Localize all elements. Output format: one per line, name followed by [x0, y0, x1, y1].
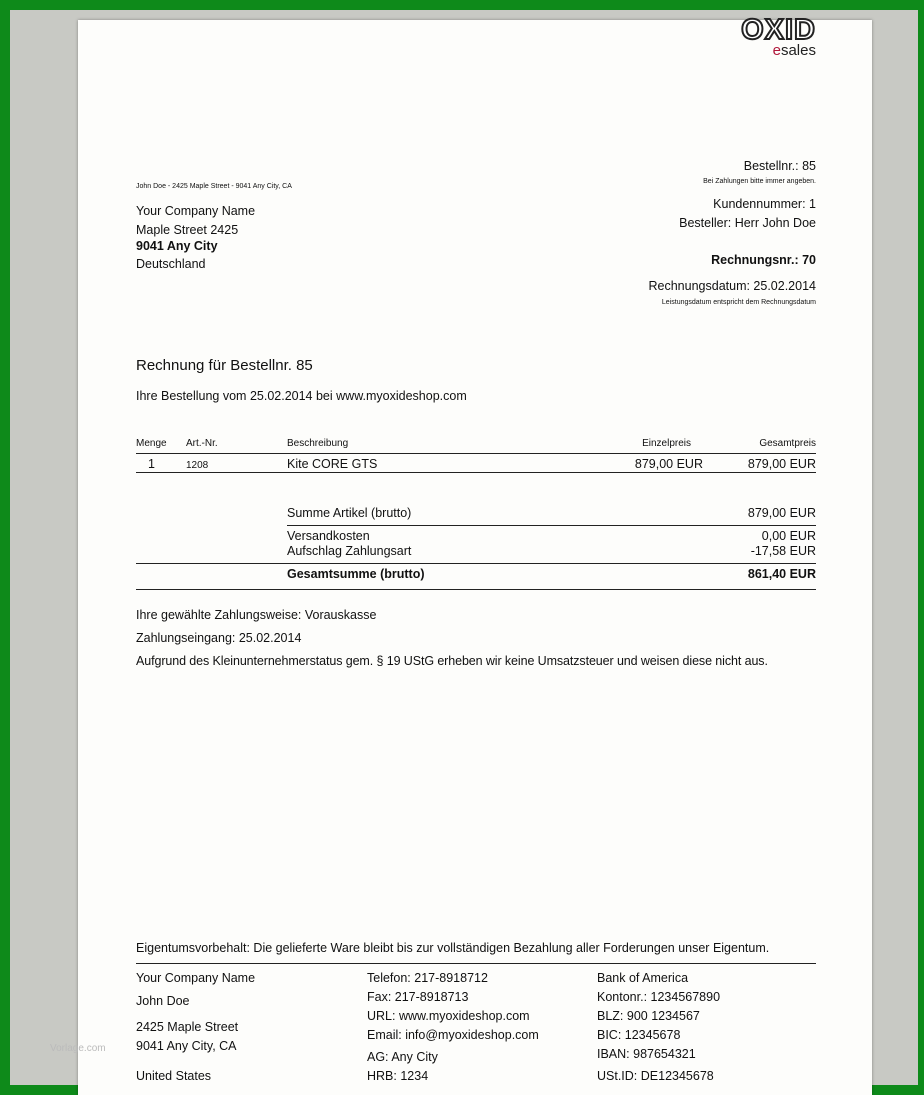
footer-blz: BLZ: 900 1234567 [597, 1009, 700, 1023]
invoice-date: Rechnungsdatum: 25.02.2014 [648, 279, 816, 293]
document-viewer [10, 10, 918, 1085]
row-unit-price: 879,00 EUR [634, 457, 703, 471]
footer-bank: Bank of America [597, 971, 689, 985]
footer-hrb: HRB: 1234 [367, 1069, 429, 1083]
recipient-company: Your Company Name [136, 204, 256, 218]
footer-city: 9041 Any City, CA [136, 1039, 237, 1053]
grand-total-value: 861,40 EUR [747, 567, 816, 581]
ownership-note: Eigentumsvorbehalt: Die gelieferte Ware bleibt bis zur vollständigen Bezahlung aller Forderungen unser Eigentum. [136, 941, 770, 955]
payment-received: Zahlungseingang: 25.02.2014 [136, 631, 302, 645]
oxid-logo: OXID [741, 14, 816, 46]
invoice-heading: Rechnung für Bestellnr. 85 [136, 357, 313, 374]
shipping-label: Versandkosten [287, 529, 370, 543]
footer-street: 2425 Maple Street [136, 1020, 239, 1034]
table-row-rule [136, 472, 816, 473]
footer-phone: Telefon: 217-8918712 [367, 971, 488, 985]
footer-owner: John Doe [136, 994, 190, 1008]
sum-label: Summe Artikel (brutto) [287, 506, 412, 520]
col-header-total: Gesamtpreis [759, 438, 816, 449]
row-art: 1208 [186, 460, 209, 471]
row-total-price: 879,00 EUR [747, 457, 816, 471]
footer-url: URL: www.myoxideshop.com [367, 1009, 530, 1023]
invoice-number: Rechnungsnr.: 70 [711, 253, 816, 267]
order-number-note: Bei Zahlungen bitte immer angeben. [703, 178, 816, 185]
payment-method: Ihre gewählte Zahlungsweise: Vorauskasse [136, 608, 377, 622]
recipient-city: 9041 Any City [136, 239, 218, 253]
watermark: Vorlage.com [50, 1043, 106, 1054]
order-number: Bestellnr.: 85 [743, 159, 816, 173]
footer-rule [136, 963, 816, 964]
footer-court: AG: Any City [367, 1050, 438, 1064]
invoice-page [78, 14, 872, 1095]
footer-email: Email: info@myoxideshop.com [367, 1028, 539, 1042]
sum-rule [287, 525, 816, 526]
shipping-value: 0,00 EUR [761, 529, 816, 543]
orderer: Besteller: Herr John Doe [679, 216, 816, 230]
footer-vat-id: USt.ID: DE12345678 [597, 1069, 714, 1083]
recipient-street: Maple Street 2425 [136, 223, 239, 237]
sum-value: 879,00 EUR [747, 506, 816, 520]
col-header-art: Art.-Nr. [186, 438, 218, 449]
recipient-country: Deutschland [136, 257, 206, 271]
footer-account: Kontonr.: 1234567890 [597, 990, 721, 1004]
grand-total-top-rule [136, 563, 816, 564]
col-header-unit: Einzelpreis [642, 438, 691, 449]
col-header-qty: Menge [136, 438, 167, 449]
surcharge-label: Aufschlag Zahlungsart [287, 544, 412, 558]
grand-total-bottom-rule [136, 589, 816, 590]
service-date-note: Leistungsdatum entspricht dem Rechnungsdatum [661, 299, 816, 306]
customer-number: Kundennummer: 1 [713, 197, 816, 211]
footer-fax: Fax: 217-8918713 [367, 990, 469, 1004]
row-desc: Kite CORE GTS [287, 457, 378, 471]
row-qty: 1 [148, 457, 155, 471]
table-header-rule [136, 453, 816, 454]
footer-country: United States [136, 1069, 212, 1083]
grand-total-label: Gesamtsumme (brutto) [287, 567, 425, 581]
footer-iban: IBAN: 987654321 [597, 1047, 696, 1061]
surcharge-value: -17,58 EUR [750, 544, 816, 558]
tax-note: Aufgrund des Kleinunternehmerstatus gem. § 19 UStG erheben wir keine Umsatzsteuer und weisen diese nicht aus. [136, 654, 768, 668]
sender-line: John Doe - 2425 Maple Street - 9041 Any City, CA [136, 183, 292, 190]
esales-logo: esales [772, 42, 816, 59]
col-header-desc: Beschreibung [287, 438, 349, 449]
footer-bic: BIC: 12345678 [597, 1028, 681, 1042]
order-intro: Ihre Bestellung vom 25.02.2014 bei www.myoxideshop.com [136, 389, 467, 403]
footer-company: Your Company Name [136, 971, 256, 985]
